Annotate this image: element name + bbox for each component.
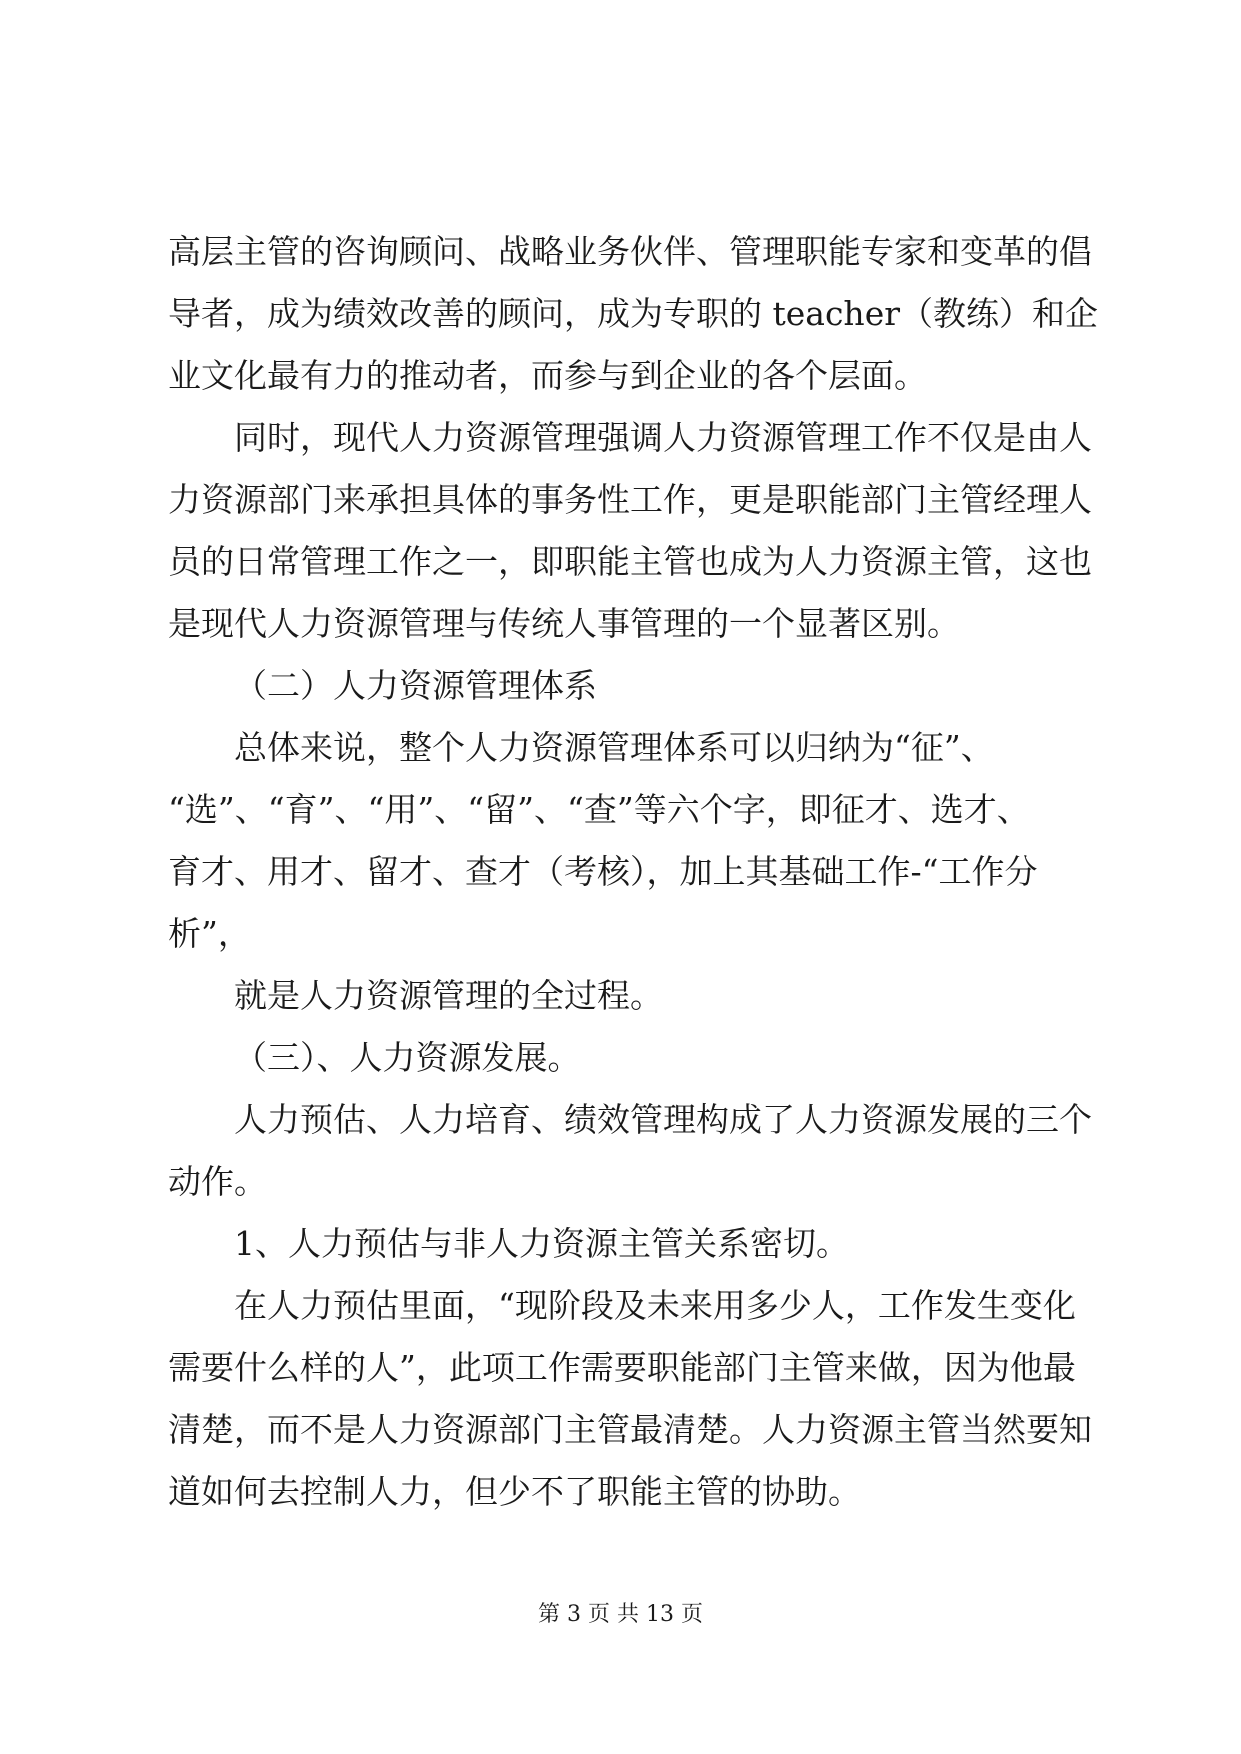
text-line: 力资源部门来承担具体的事务性工作，更是职能部门主管经理人: [168, 480, 1092, 519]
text-line: 育才、用才、留才、查才（考核），加上其基础工作-“工作分: [168, 852, 1038, 891]
page-footer: [0, 1600, 1241, 1630]
section-heading: （三）、人力资源发展。: [234, 1038, 581, 1077]
text-line: 员的日常管理工作之一，即职能主管也成为人力资源主管，这也: [168, 542, 1092, 581]
text-line: 业文化最有力的推动者，而参与到企业的各个层面。: [168, 356, 927, 395]
text-line: 同时，现代人力资源管理强调人力资源管理工作不仅是由人: [234, 418, 1092, 457]
text-line: 道如何去控制人力，但少不了职能主管的协助。: [168, 1472, 861, 1511]
text-line: 人力预估、人力培育、绩效管理构成了人力资源发展的三个: [234, 1100, 1092, 1139]
subsection-heading: 1、人力预估与非人力资源主管关系密切。: [234, 1224, 849, 1263]
text-line: 在人力预估里面，“现阶段及未来用多少人，工作发生变化: [234, 1286, 1076, 1325]
text-line: 高层主管的咨询顾问、战略业务伙伴、管理职能专家和变革的倡: [168, 232, 1092, 271]
text-line: 导者，成为绩效改善的顾问，成为专职的 teacher（教练）和企: [168, 294, 1098, 333]
text-line: 就是人力资源管理的全过程。: [234, 976, 663, 1015]
text-line: 总体来说，整个人力资源管理体系可以归纳为“征”、: [234, 728, 994, 767]
page-number: 第 3 页 共 13 页: [538, 1602, 703, 1627]
text-line: 清楚，而不是人力资源部门主管最清楚。人力资源主管当然要知: [168, 1410, 1092, 1449]
text-line: 动作。: [168, 1162, 267, 1201]
text-line: 需要什么样的人”，此项工作需要职能部门主管来做，因为他最: [168, 1348, 1076, 1387]
text-line: “选”、“育”、“用”、“留”、“查”等六个字，即征才、选才、: [168, 790, 1030, 829]
section-heading: （二）人力资源管理体系: [234, 666, 597, 705]
text-line: 析”，: [168, 914, 251, 953]
text-line: 是现代人力资源管理与传统人事管理的一个显著区别。: [168, 604, 960, 643]
